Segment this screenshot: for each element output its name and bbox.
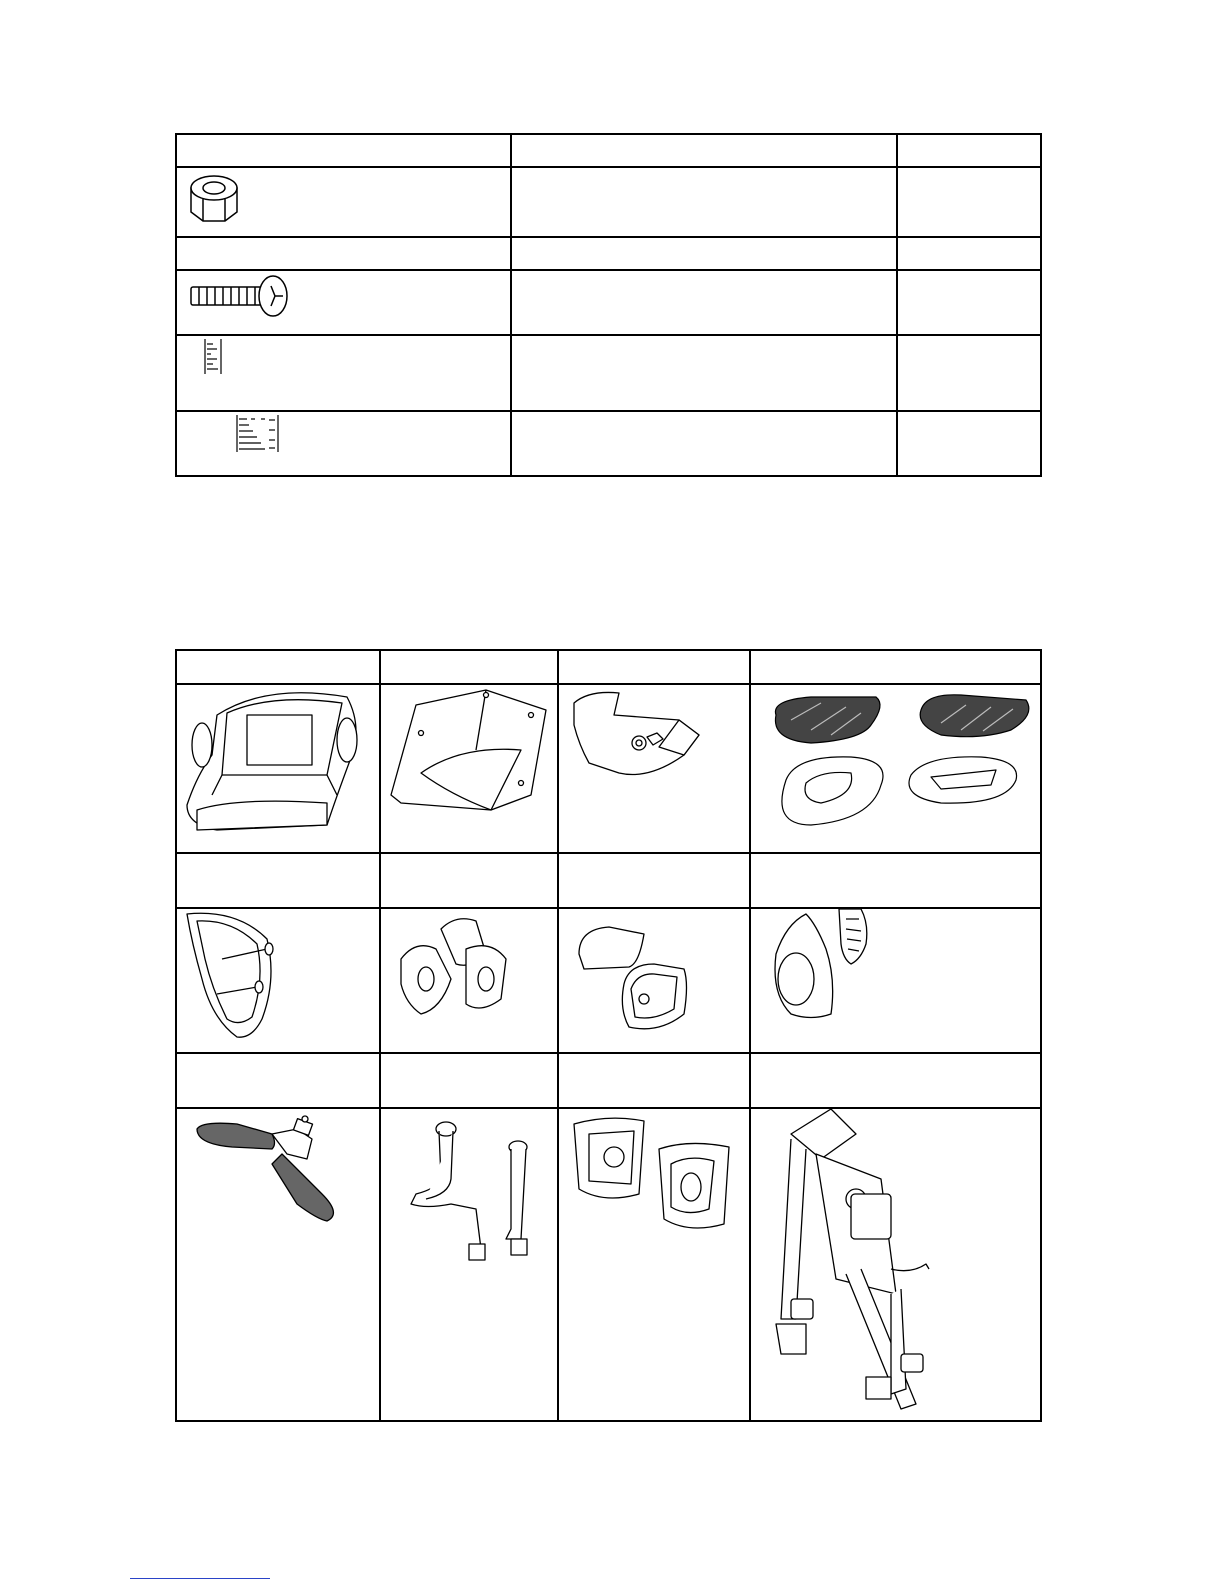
phillips-screw-icon [177,271,297,331]
hardware-image-cell [176,335,511,411]
qty-cell [897,411,1041,476]
part-label-cell [558,853,750,908]
hardware-table [175,133,1042,477]
cover-pair-illustration [751,909,1041,1049]
pivot-covers-illustration [559,909,749,1049]
hardware-label-cell [176,237,511,270]
hardware-image-cell [176,167,511,237]
parts-table [175,649,1042,1422]
footer-link-underline [130,1578,270,1579]
part-image-cell [558,684,750,853]
header-cell [897,134,1041,167]
description-cell [511,335,897,411]
header-cell [176,650,380,684]
parts-image-row [176,684,1041,853]
part-label-cell [176,1053,380,1108]
hex-nut-icon [177,168,247,228]
part-image-cell [380,908,558,1053]
part-label-cell [750,1053,1041,1108]
part-image-cell [176,908,380,1053]
table-row [176,270,1041,335]
pedal-pads-illustration [751,685,1041,850]
lower-console-cover-illustration [559,685,749,850]
part-label-cell [380,1053,558,1108]
handlebar-covers-illustration [381,909,556,1049]
description-cell [511,167,897,237]
part-image-cell [176,1108,380,1421]
part-label-cell [380,853,558,908]
table-row [176,411,1041,476]
part-image-cell [176,684,380,853]
part-label-cell [750,853,1041,908]
main-frame-illustration [751,1109,1041,1419]
handlebar-grip-illustration [177,1109,377,1239]
swing-arms-illustration [381,1109,556,1279]
part-image-cell [558,1108,750,1421]
part-image-cell [750,1108,1041,1421]
console-housing-illustration [177,685,377,850]
description-cell [511,411,897,476]
hardware-image-cell [176,270,511,335]
part-label-cell [558,1053,750,1108]
part-image-cell [380,684,558,853]
parts-label-row [176,1053,1041,1108]
header-cell [380,650,558,684]
qty-cell [897,270,1041,335]
header-cell [511,134,897,167]
parts-header-row [176,650,1041,684]
part-image-cell [380,1108,558,1421]
size-gauge-chart-icon [177,412,297,457]
parts-label-row [176,853,1041,908]
qty-cell [897,237,1041,270]
qty-cell [897,335,1041,411]
header-cell [176,134,511,167]
part-image-cell [558,908,750,1053]
part-image-cell [750,908,1041,1053]
parts-image-row [176,908,1041,1053]
table-row [176,335,1041,411]
description-cell [511,237,897,270]
hardware-image-cell [176,411,511,476]
rear-housing-illustration [559,1109,749,1239]
description-cell [511,270,897,335]
part-label-cell [176,853,380,908]
table-row [176,167,1041,237]
header-cell [750,650,1041,684]
part-image-cell [750,684,1041,853]
ruler-scale-icon [177,336,237,381]
hardware-header-row [176,134,1041,167]
header-cell [558,650,750,684]
parts-image-row [176,1108,1041,1421]
side-shroud-illustration [177,909,377,1049]
qty-cell [897,167,1041,237]
console-back-cover-illustration [381,685,556,850]
table-row [176,237,1041,270]
